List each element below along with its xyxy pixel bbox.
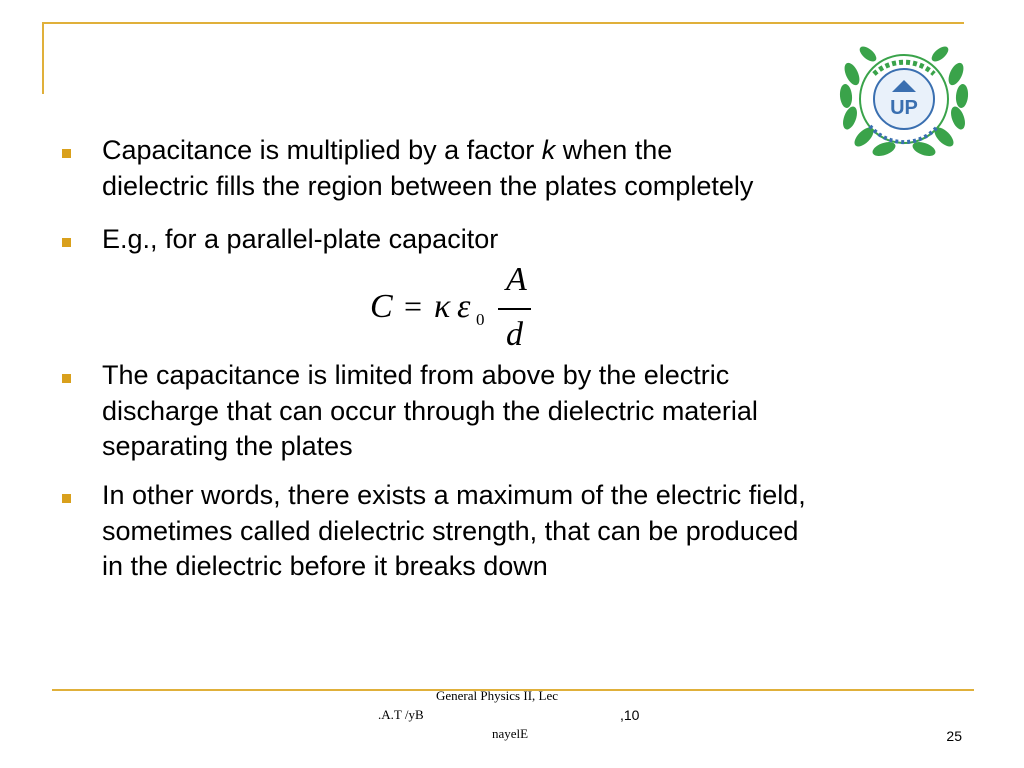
formula-numerator: A — [506, 261, 527, 298]
footer-lecture-number: ,10 — [620, 707, 640, 723]
bullet-marker — [62, 494, 71, 503]
footer-course: General Physics II, Lec — [436, 688, 559, 703]
capacitance-formula — [370, 260, 540, 360]
formula-kappa: κ — [434, 288, 451, 325]
frame-top-rule — [42, 22, 964, 24]
frame-left-rule — [42, 22, 44, 94]
formula-lhs: C — [370, 288, 393, 325]
formula-denominator: d — [506, 316, 523, 353]
fraction-bar — [498, 308, 531, 310]
bullet-marker — [62, 149, 71, 158]
footer-author-left: .A.T /yB — [378, 707, 424, 722]
bullet-marker — [62, 238, 71, 247]
svg-text:UP: UP — [890, 97, 918, 119]
university-logo — [834, 34, 974, 164]
bullet-text: In other words, there exists a maximum of the electric field, sometimes called dielectric strength, that can be produced in the dielectric before it breaks down — [102, 480, 806, 581]
formula-epsilon: ε — [457, 288, 471, 325]
bullet-text: E.g., for a parallel-plate capacitor — [102, 224, 499, 254]
formula-equals: = — [404, 288, 423, 324]
footer-author-name: nayelE — [492, 726, 529, 741]
bullet-text: Capacitance is multiplied by a factor k when the dielectric fills the region between the plates completely — [102, 135, 754, 201]
page-number: 25 — [946, 728, 962, 744]
formula-subscript: 0 — [476, 310, 485, 329]
bullet-marker — [62, 374, 71, 383]
bullet-text: The capacitance is limited from above by the electric discharge that can occur through the dielectric material separating the plates — [102, 360, 758, 461]
